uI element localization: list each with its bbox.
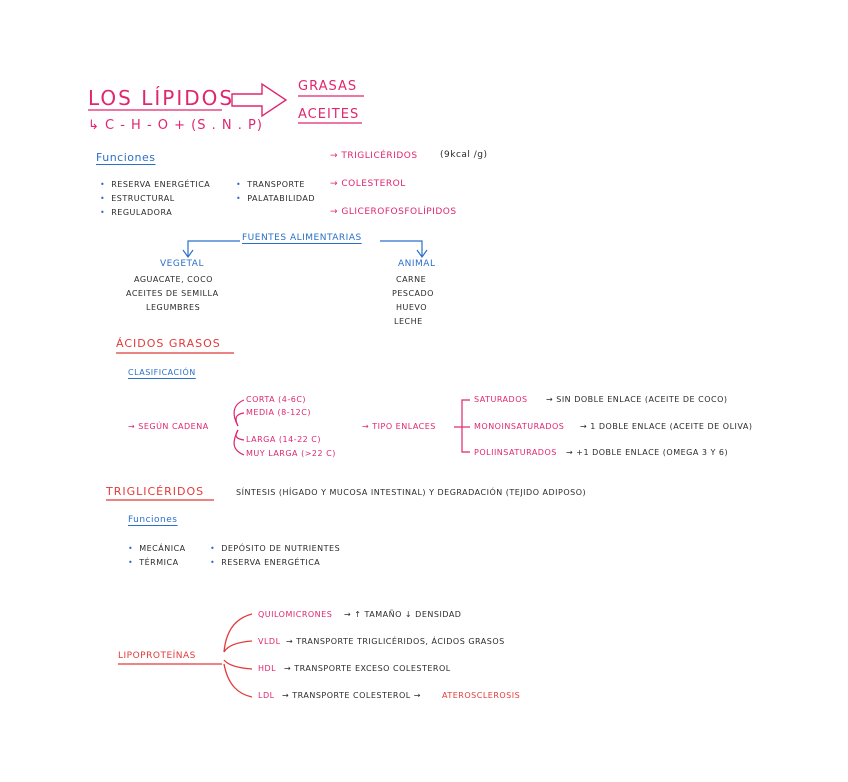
funcion-item: • REGULADORA [100,209,172,217]
acidos-heading: ÁCIDOS GRASOS [116,337,221,350]
lipo-label: VLDL [258,637,281,646]
tipo-glicerofosfolipidos: → GLICEROFOSFOLÍPIDOS [330,207,457,217]
vegetal-item: AGUACATE, COCO [134,275,213,284]
animal-heading: ANIMAL [398,259,436,269]
animal-item: CARNE [396,275,427,284]
funcion-item: • RESERVA ENERGÉTICA [100,181,210,189]
funcion-item: • ESTRUCTURAL [100,195,175,203]
animal-item: HUEVO [396,303,428,312]
lipo-label: QUILOMICRONES [258,610,333,619]
tg-funcion-item: • MECÁNICA [128,545,186,553]
lipo-label: HDL [258,664,277,673]
aceites-label: ACEITES [298,107,360,122]
enlace-label: MONOINSATURADOS [474,422,565,431]
funciones-heading: Funciones [96,151,156,164]
fuentes-heading: FUENTES ALIMENTARIAS [242,233,362,243]
cadena-item: LARGA (14-22 C) [246,435,322,444]
vegetal-item: LEGUMBRES [146,303,201,312]
cadena-item: CORTA (4-6C) [246,395,307,404]
composition-formula: ↳ C - H - O + (S . N . P) [88,118,263,133]
cadena-item: MUY LARGA (>22 C) [246,449,336,458]
vegetal-item: ACEITES DE SEMILLA [126,289,219,298]
lipo-desc: → ↑ TAMAÑO ↓ DENSIDAD [344,610,462,619]
vegetal-heading: VEGETAL [160,259,204,269]
grasas-label: GRASAS [298,79,358,94]
lipo-label: LDL [258,691,275,700]
enlace-desc: → 1 DOBLE ENLACE (ACEITE DE OLIVA) [580,422,753,431]
tipo-colesterol: → COLESTEROL [330,179,406,189]
segun-cadena: → SEGÚN CADENA [128,422,209,431]
aterosclerosis-label: ATEROSCLEROSIS [442,691,521,700]
tipo-enlaces: → TIPO ENLACES [362,422,436,431]
tg-funcion-item: • DEPÓSITO DE NUTRIENTES [210,545,340,553]
enlace-label: POLIINSATURADOS [474,448,557,457]
enlace-label: SATURADOS [474,395,528,404]
kcal-note: (9kcal /g) [440,150,488,160]
tg-funcion-item: • TÉRMICA [128,559,179,567]
page-title: LOS LÍPIDOS [88,86,235,110]
tipo-trigliceridos: → TRIGLICÉRIDOS [330,151,418,161]
trigliceridos-desc: SÍNTESIS (HÍGADO Y MUCOSA INTESTINAL) Y DEGRADACIÓN (TEJIDO ADIPOSO) [236,488,587,497]
clasificacion-heading: CLASIFICACIÓN [128,368,196,377]
funcion-item: • TRANSPORTE [236,181,305,189]
lipo-desc: → TRANSPORTE COLESTEROL → [282,691,421,700]
funcion-item: • PALATABILIDAD [236,195,315,203]
lipo-desc: → TRANSPORTE EXCESO COLESTEROL [284,664,451,673]
enlace-desc: → +1 DOBLE ENLACE (OMEGA 3 Y 6) [566,448,729,457]
cadena-item: MEDIA (8-12C) [246,408,311,417]
lipo-desc: → TRANSPORTE TRIGLICÉRIDOS, ÁCIDOS GRASOS [286,637,505,646]
trigliceridos-heading: TRIGLICÉRIDOS [106,485,205,498]
enlace-desc: → SIN DOBLE ENLACE (ACEITE DE COCO) [546,395,728,404]
animal-item: PESCADO [392,289,434,298]
tg-funciones-heading: Funciones [128,515,178,525]
tg-funcion-item: • RESERVA ENERGÉTICA [210,559,320,567]
lipoproteinas-heading: LIPOPROTEÍNAS [118,651,196,661]
animal-item: LECHE [394,317,423,326]
